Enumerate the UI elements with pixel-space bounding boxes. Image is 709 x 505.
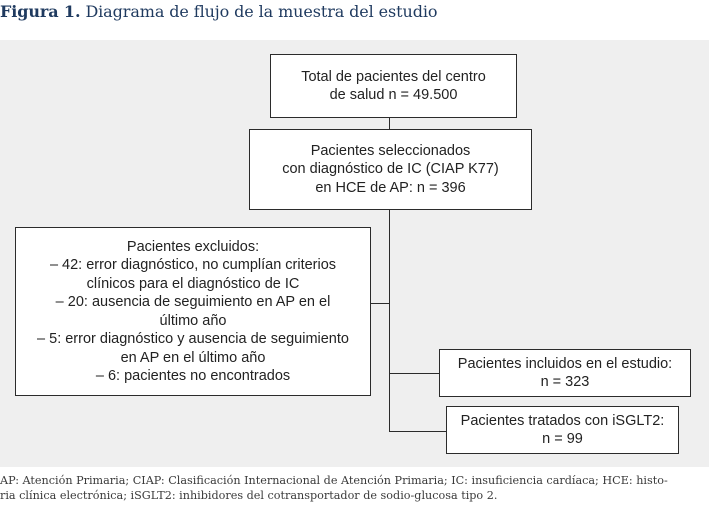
box-excluded-patients xyxy=(15,227,371,396)
box-text-line: – 6: pacientes no encontrados xyxy=(95,368,291,384)
box-text-line: de salud n = 49.500 xyxy=(329,87,458,103)
box-total-patients xyxy=(270,54,517,118)
connector-to-excluded xyxy=(370,303,390,304)
box-text-line: en HCE de AP: n = 396 xyxy=(315,179,466,196)
box-text-line: – 20: ausencia de seguimiento en AP en el xyxy=(55,294,331,310)
box-text-line: último año xyxy=(159,312,227,329)
box-text-line: con diagnóstico de IC (CIAP K77) xyxy=(282,161,499,178)
connector-main-trunk xyxy=(389,209,390,431)
box-selected-patients xyxy=(249,129,532,210)
box-text-line: Pacientes tratados con iSGLT2: xyxy=(460,412,665,429)
connector-total-to-selected xyxy=(389,117,390,129)
figure-caption xyxy=(0,2,709,21)
box-text-line: clínicos para el diagnóstico de IC xyxy=(86,275,300,292)
box-text-line: Pacientes excluidos: xyxy=(126,238,260,255)
connector-to-treated xyxy=(389,431,446,432)
connector-to-included xyxy=(389,373,439,374)
box-text-line: Total de pacientes del centro xyxy=(301,68,486,85)
footnote-line: ria clínica electrónica; iSGLT2: inhibidores del cotransportador de sodio-glucosa tipo 2. xyxy=(0,489,498,502)
flowchart-panel xyxy=(0,40,709,467)
figure-title: Diagrama de flujo de la muestra del estudio xyxy=(85,2,438,21)
box-text-line: – 42: error diagnóstico, no cumplían criterios xyxy=(49,257,337,273)
box-text-line: en AP en el último año xyxy=(120,349,266,366)
box-text-line: n = 323 xyxy=(540,374,590,390)
box-text-line: Pacientes seleccionados xyxy=(310,142,471,159)
box-text-line: n = 99 xyxy=(542,431,583,447)
footnote-line: AP: Atención Primaria; CIAP: Clasificación Internacional de Atención Primaria; IC: insuficiencia cardíaca; HCE: histo- xyxy=(0,474,668,487)
box-included-patients xyxy=(439,349,691,397)
box-text-line: – 5: error diagnóstico y ausencia de seguimiento xyxy=(37,331,349,347)
box-text-line: Pacientes incluidos en el estudio: xyxy=(457,355,673,372)
figure-label: Figura 1. xyxy=(0,2,81,21)
footnote xyxy=(0,473,709,503)
box-treated-patients xyxy=(446,406,679,454)
